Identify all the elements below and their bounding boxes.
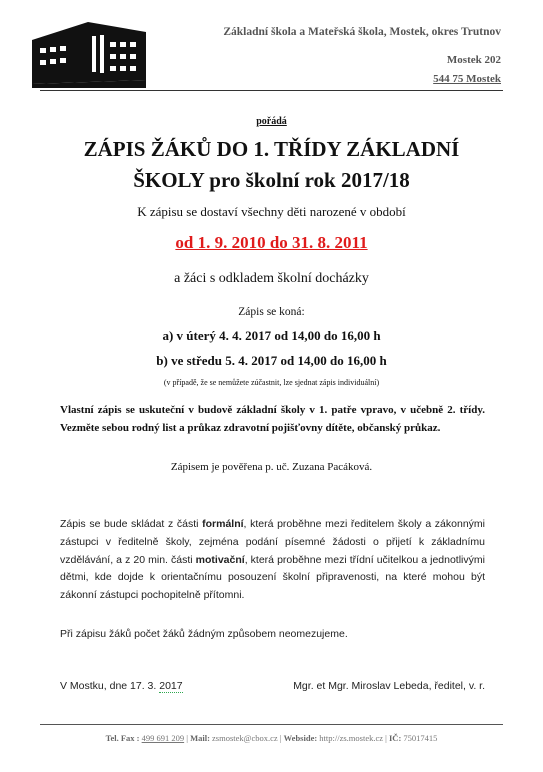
para1-part-a: Zápis se bude skládat z části: [60, 518, 203, 530]
para1-motivational: motivační: [195, 553, 245, 566]
school-name: Základní škola a Mateřská škola, Mostek, okres Trutnov: [223, 26, 501, 38]
organizer-label: pořádá: [256, 116, 287, 127]
para1-part-e: , která proběhne mezi třídní učitelkou a jednotlivými dětmi, kde dojde k orientačnímu posouzení školní připravenosti, na které mohou být zákonní zástupci pochopitelně přítomni.: [60, 553, 485, 602]
address-line-2: 544 75 Mostek: [433, 73, 501, 85]
page-title: [40, 134, 503, 196]
web-value[interactable]: http://zs.mostek.cz: [319, 733, 384, 743]
birth-period: od 1. 9. 2010 do 31. 8. 2011: [175, 233, 368, 252]
school-building-logo: [30, 18, 148, 90]
date-a: a) v úterý 4. 4. 2017 od 14,00 do 16,00 h: [162, 328, 381, 343]
ic-value: 75017415: [403, 733, 438, 743]
no-limit-paragraph: Při zápisu žáků počet žáků žádným způsobem neomezujeme.: [60, 628, 348, 640]
web-label: Webside:: [283, 733, 318, 743]
place-year: 2017: [159, 680, 183, 692]
ic-label: IČ:: [389, 733, 402, 743]
place-prefix: V Mostku, dne 17. 3.: [60, 680, 160, 692]
header-divider: [40, 90, 503, 91]
mail-label: Mail:: [190, 733, 210, 743]
address-line-1: Mostek 202: [446, 54, 501, 66]
footer-sep-2: |: [277, 733, 284, 743]
mail-value[interactable]: zsmostek@cbox.cz: [212, 733, 278, 743]
held-label: Zápis se koná:: [238, 306, 305, 318]
process-paragraph: [60, 516, 485, 605]
tel-value: 499 691 209: [141, 733, 185, 743]
footer-contacts: [40, 733, 503, 743]
title-line-1: ZÁPIS ŽÁKŮ DO 1. TŘÍDY ZÁKLADNÍ: [83, 137, 460, 161]
responsible-teacher: Zápisem je pověřena p. uč. Zuzana Pacáková.: [170, 461, 373, 473]
footer-divider: [40, 724, 503, 725]
place-date: [60, 680, 183, 692]
signer: Mgr. et Mgr. Miroslav Lebeda, ředitel, v. r.: [293, 680, 485, 692]
title-line-2: ŠKOLY pro školní rok 2017/18: [133, 168, 410, 192]
footer-sep-1: |: [184, 733, 191, 743]
para1-formal: formální: [202, 518, 244, 530]
tel-label: Tel. Fax :: [105, 733, 140, 743]
para1-part-c: , která proběhne mezi ředitelem školy a zákonnými zástupci v ředitelně školy, zejména podání písemné žádosti o přijetí k základnímu vzdělávání, a z 20 min. části: [60, 518, 485, 566]
location-paragraph: Vlastní zápis se uskuteční v budově základní školy v 1. patře vpravo, v učebně 2. třídy. Vezměte sebou rodný list a průkaz zdravotní pojišťovny dítěte, občanský průkaz.: [60, 404, 485, 434]
footer-sep-3: |: [383, 733, 389, 743]
letterhead: [223, 26, 501, 92]
individual-note: (v případě, že se nemůžete zúčastnit, lze sjednat zápis individuální): [163, 378, 380, 387]
date-b: b) ve středu 5. 4. 2017 od 14,00 do 16,00 h: [156, 353, 387, 368]
subtitle: K zápisu se dostaví všechny děti narozené v období: [137, 204, 406, 219]
deferred-pupils: a žáci s odkladem školní docházky: [174, 271, 369, 286]
